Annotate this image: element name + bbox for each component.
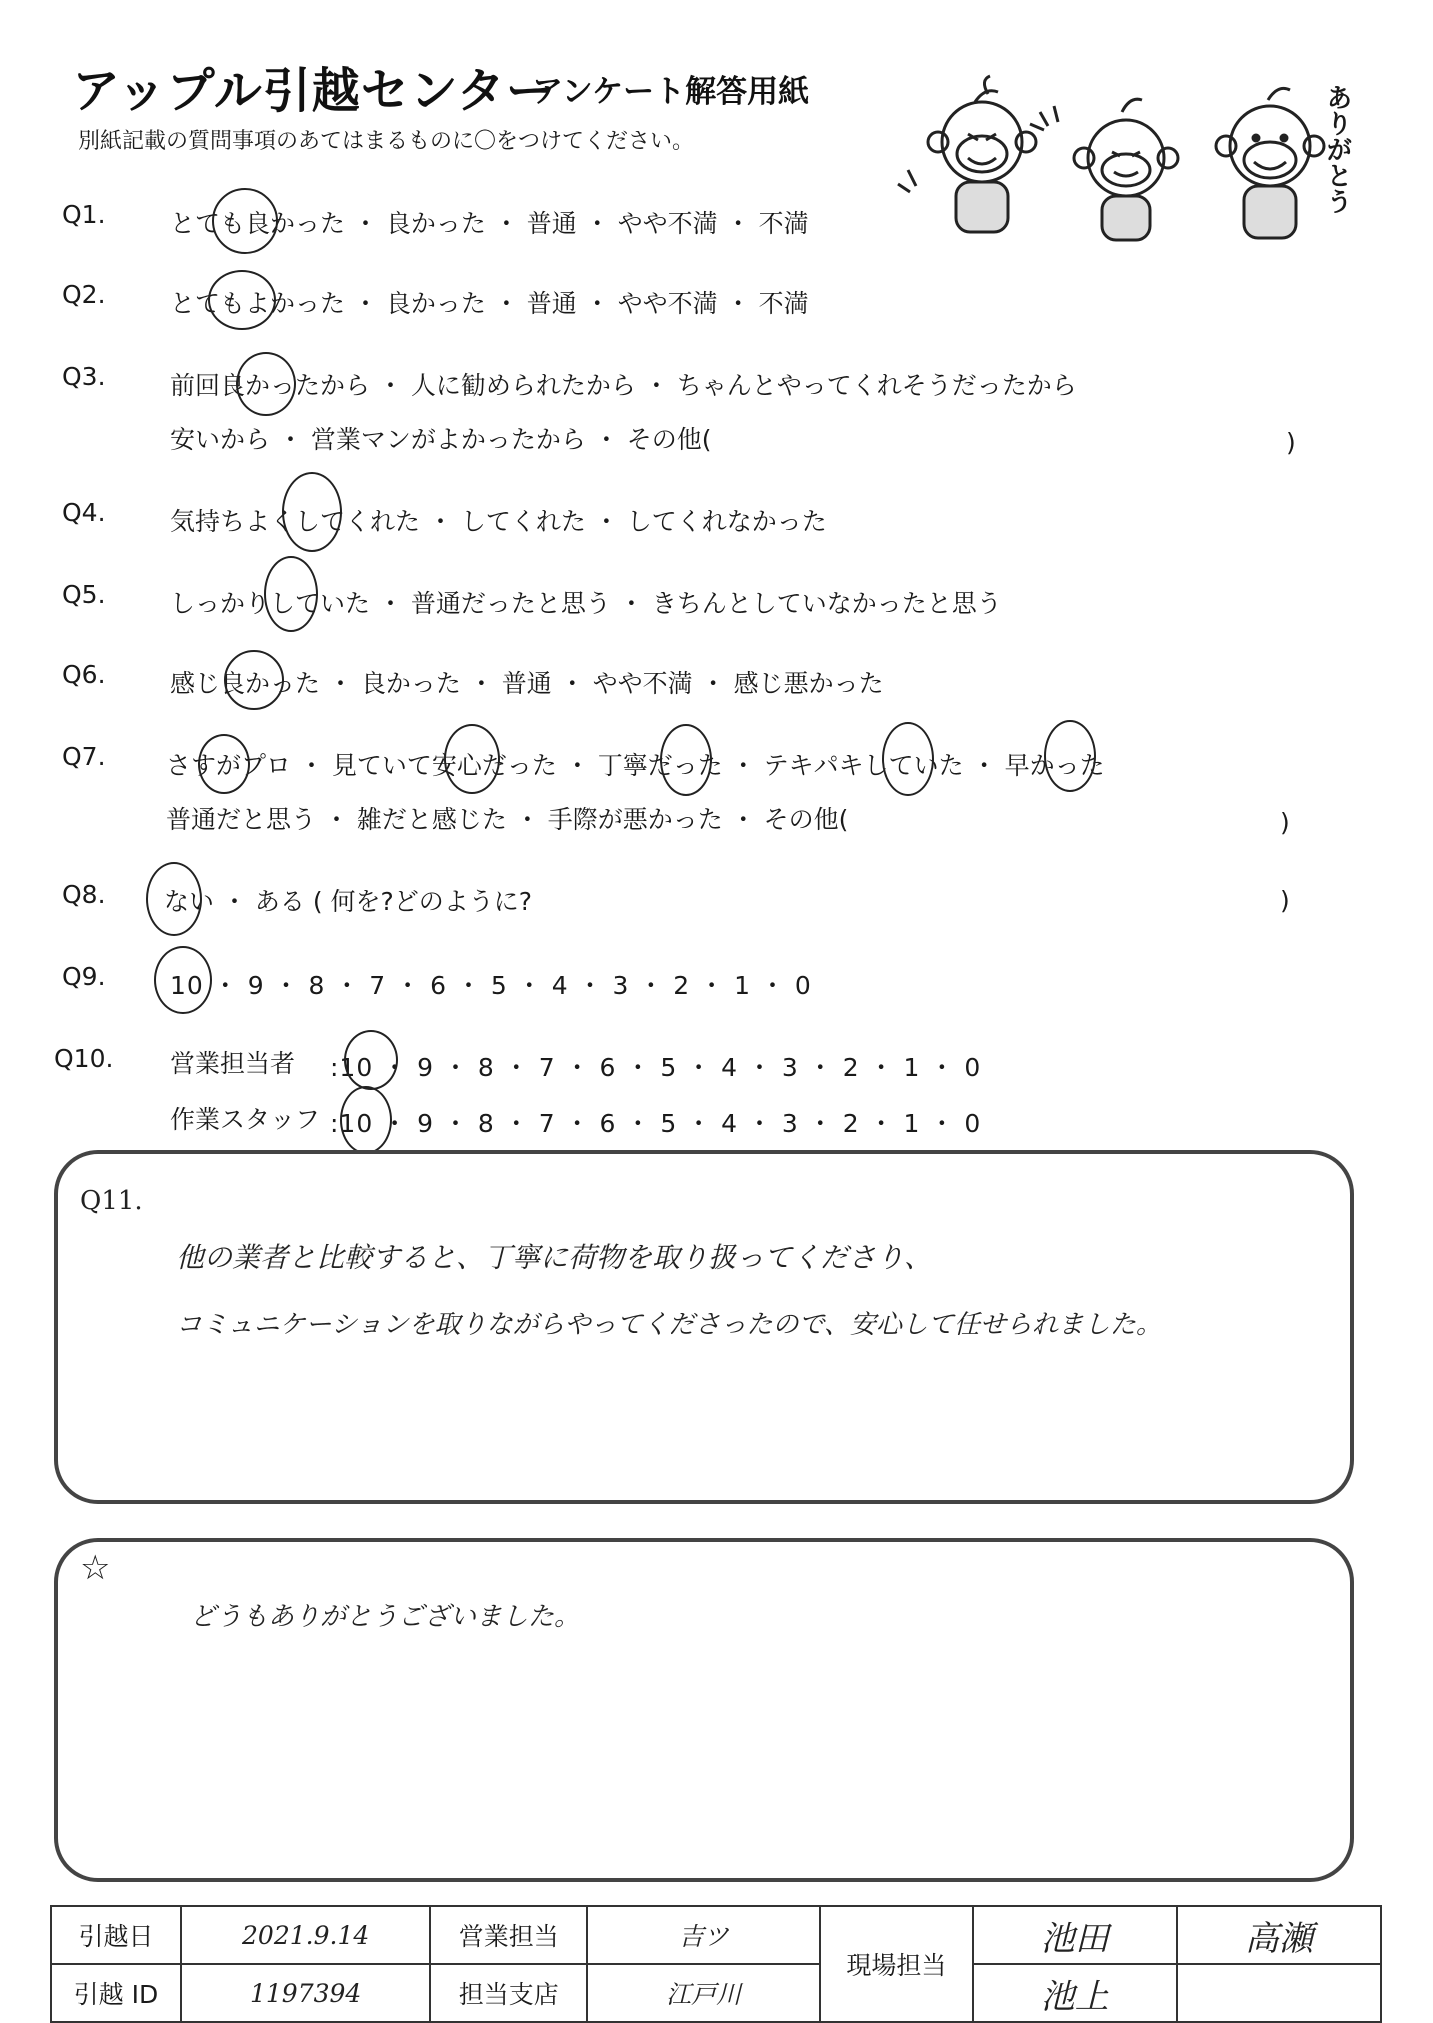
star-icon: ☆: [80, 1548, 111, 1588]
q8-label: Q8.: [62, 880, 106, 909]
q10-staff-answer-circle: [340, 1086, 392, 1154]
branch-value: 江戸川: [587, 1964, 820, 2022]
q1-options[interactable]: とても良かった ・ 良かった ・ 普通 ・ やや不満 ・ 不満: [170, 209, 809, 238]
q10-sales-name: 営業担当者: [170, 1049, 296, 1078]
q4-answer-circle: [282, 472, 342, 552]
q6-options[interactable]: 感じ良かった ・ 良かった ・ 普通 ・ やや不満 ・ 感じ悪かった: [170, 669, 884, 698]
q7-options-line1[interactable]: さすがプロ ・ 見ていて安心だった ・ 丁寧だった ・ テキパキしていた ・ 早かった: [166, 751, 1105, 780]
monkey-mascots-illustration: [890, 72, 1350, 252]
q7-answer-circle-3: [660, 724, 712, 796]
q11-comment-line1: 他の業者と比較すると、丁寧に荷物を取り扱ってくださり、: [176, 1241, 933, 1274]
thanks-label: ありがとう: [1322, 84, 1352, 214]
free-comment-text: どうもありがとうございました。: [190, 1602, 581, 1632]
q9-scale[interactable]: 10 ・ 9 ・ 8 ・ 7 ・ 6 ・ 5 ・ 4 ・ 3 ・ 2 ・ 1 ・ 0: [170, 971, 812, 1000]
monkey-left-image: [898, 76, 1036, 232]
site-staff-2: 高瀬: [1177, 1906, 1381, 1964]
site-staff-1: 池田: [973, 1906, 1177, 1964]
q11-label: Q11.: [80, 1186, 143, 1216]
q10-staff-name: 作業スタッフ: [170, 1105, 321, 1134]
q3-label: Q3.: [62, 362, 106, 391]
move-id-value: 1197394: [181, 1964, 431, 2022]
site-staff-empty-cell: [1177, 1964, 1381, 2022]
move-id-label: 引越 ID: [51, 1964, 181, 2022]
q7-label: Q7.: [62, 742, 106, 771]
site-staff-label: 現場担当: [820, 1906, 973, 2022]
q3-options-line1[interactable]: 前回良かったから ・ 人に勧められたから ・ ちゃんとやってくれそうだったから: [170, 371, 1077, 400]
q2-options[interactable]: とてもよかった ・ 良かった ・ 普通 ・ やや不満 ・ 不満: [170, 289, 809, 318]
q6-label: Q6.: [62, 660, 106, 689]
q8-answer-circle: [146, 862, 202, 936]
q7-answer-circle-4: [882, 722, 934, 796]
move-date-value: 2021.9.14: [181, 1906, 431, 1964]
q11-comment-line2: コミュニケーションを取りながらやってくださったので、安心して任せられました。: [176, 1310, 1162, 1340]
move-info-table: [50, 1905, 1382, 2023]
form-title: アップル引越センター: [72, 63, 555, 119]
q3-closing-paren: ): [1286, 428, 1296, 457]
q1-label: Q1.: [62, 200, 106, 229]
q10-sales-scale[interactable]: :10 ・ 9 ・ 8 ・ 7 ・ 6 ・ 5 ・ 4 ・ 3 ・ 2 ・ 1 ・ 0: [330, 1053, 982, 1082]
move-date-label: 引越日: [51, 1906, 181, 1964]
monkey-middle-image: [1030, 99, 1178, 240]
q7-closing-paren: ): [1280, 808, 1290, 837]
q9-label: Q9.: [62, 962, 106, 991]
q7-answer-circle-2: [444, 724, 500, 794]
q6-answer-circle: [224, 650, 284, 710]
q7-options-line2[interactable]: 普通だと思う ・ 雑だと感じた ・ 手際が悪かった ・ その他(: [166, 805, 849, 834]
free-comment-box: [54, 1538, 1354, 1882]
q10-label: Q10.: [54, 1044, 114, 1073]
q5-options[interactable]: しっかりしていた ・ 普通だったと思う ・ きちんとしていなかったと思う: [170, 589, 1002, 618]
site-staff-3: 池上: [973, 1964, 1177, 2022]
sales-value: 吉ツ: [587, 1906, 820, 1964]
branch-label: 担当支店: [430, 1964, 587, 2022]
q7-answer-circle-5: [1044, 720, 1096, 792]
q5-answer-circle: [264, 556, 318, 632]
q10-sales-answer-circle: [344, 1030, 398, 1090]
q4-label: Q4.: [62, 498, 106, 527]
q7-answer-circle-1: [198, 734, 250, 794]
form-subtitle: アンケート解答用紙: [532, 74, 810, 110]
instruction-text: 別紙記載の質問事項のあてはまるものに〇をつけてください。: [78, 129, 695, 154]
q5-label: Q5.: [62, 580, 106, 609]
q3-options-line2[interactable]: 安いから ・ 営業マンがよかったから ・ その他(: [170, 425, 712, 454]
q2-label: Q2.: [62, 280, 106, 309]
sales-label: 営業担当: [430, 1906, 587, 1964]
q10-staff-scale[interactable]: :10 ・ 9 ・ 8 ・ 7 ・ 6 ・ 5 ・ 4 ・ 3 ・ 2 ・ 1 ・ 0: [330, 1109, 982, 1138]
q4-options[interactable]: 気持ちよくしてくれた ・ してくれた ・ してくれなかった: [170, 507, 827, 536]
monkey-right-image: [1216, 88, 1324, 238]
q1-answer-circle: [212, 188, 278, 254]
q3-answer-circle: [236, 352, 296, 416]
q8-options[interactable]: ない ・ ある ( 何を?どのように?: [164, 887, 533, 916]
q8-closing-paren: ): [1280, 886, 1290, 915]
q9-answer-circle: [154, 946, 212, 1014]
q2-answer-circle: [208, 270, 276, 330]
